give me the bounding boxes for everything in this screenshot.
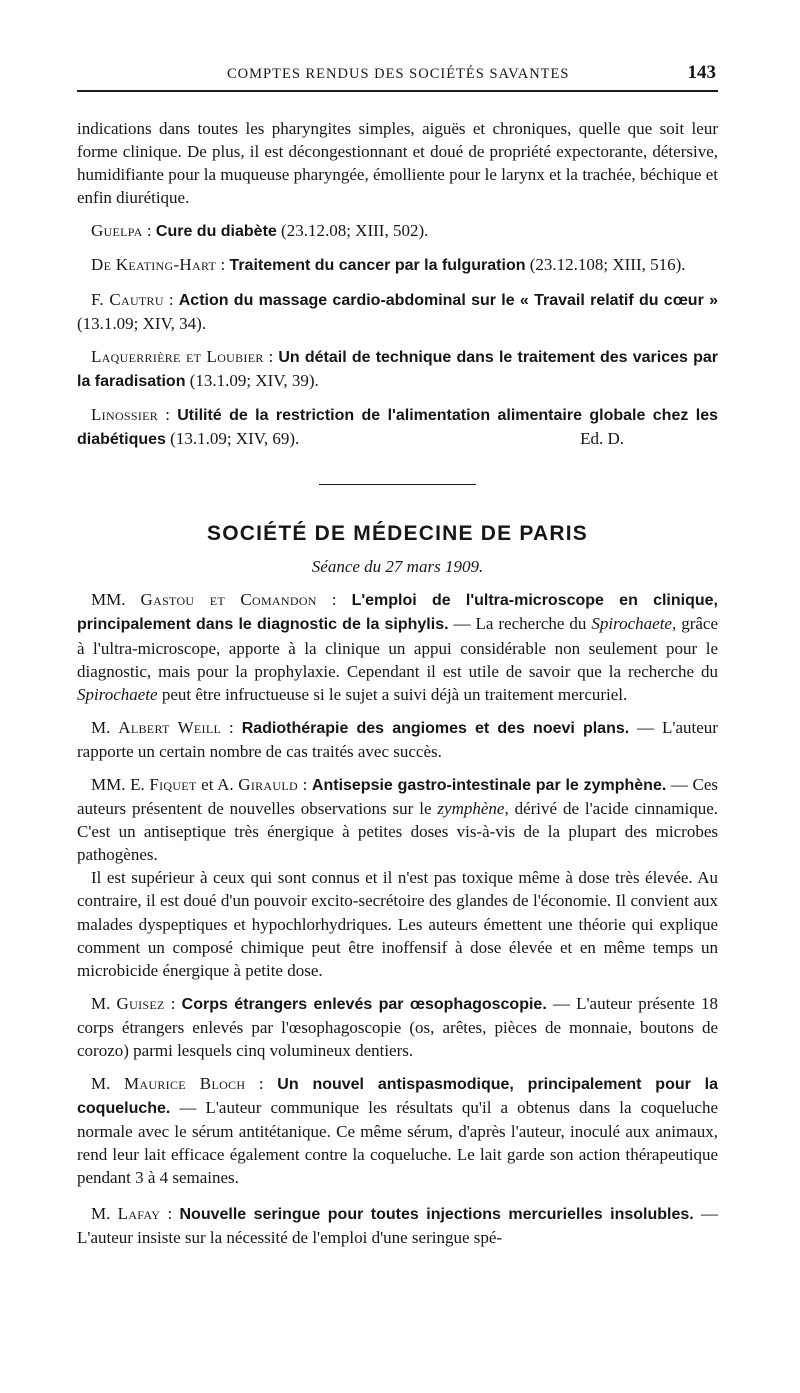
entry-title: Traitement du cancer par la fulguration (229, 257, 526, 275)
entry-title: Cure du diabète (155, 223, 277, 241)
entry-title: Un détail de technique dans le traitement des varices par la faradisation (77, 348, 719, 390)
section-separator (319, 484, 476, 485)
author-name: Linossier (91, 404, 159, 424)
running-title: COMPTES RENDUS DES SOCIÉTÉS SAVANTES (227, 66, 570, 82)
header-rule (77, 90, 718, 92)
page-header (77, 62, 718, 92)
entry-reference: (13.1.09; XIV, 69). (165, 429, 300, 449)
entry-reference: (23.12.08; XIII, 502). (276, 221, 429, 241)
entry-fiquet-girauld-continued: Il est supérieur à ceux qui sont connus et il n'est pas toxique même à dose très élevée. Au contraire, il est doué d'un pouvoir excito-secrétoire des glandes de l'économie. Il convient aux malades dyspeptiques et hypochlorhydriques. Les auteurs émettent une théorie qui explique comment un composé chimique peut être inoffensif à dose élevée et en même temps un microbicide énergique à petite dose. (77, 868, 718, 980)
intro-paragraph: indications dans toutes les pharyngites simples, aiguës et chroniques, quelle que soit leur forme clinique. De plus, il est décongestionnant et doué de propriété expectorante, détersive, humidifiante pour la muqueuse pharyngée, émolliente pour le larynx et la trachée, béchique et enfin diurétique. (77, 119, 718, 208)
entry-guisez: M. Guisez : Corps étrangers enlevés par œsophagoscopie. — L'auteur présente 18 corps étrangers enlevés par l'œsophagoscopie (os, arêtes, pièces de monnaie, boutons de corozo) parmi lesquels cinq volumineux dentiers. (77, 993, 718, 1060)
author-name: De Keating-Hart (91, 255, 217, 275)
author-name: Girauld (238, 774, 298, 794)
entry-maurice-bloch: M. Maurice Bloch : Un nouvel antispasmodique, principalement pour la coqueluche. — L'auteur communique les résultats qu'il a obtenus dans la coqueluche normale avec le sérum antitétanique. Ce même sérum, d'après l'auteur, inoculé aux animaux, rend leur lait efficace également contre la coqueluche. Le lait garde son action thérapeutique pendant 3 à 4 semaines. (77, 1074, 718, 1188)
author-name: Guelpa (91, 221, 143, 241)
entry-title: L'emploi de l'ultra-microscope en clinique, principalement dans le diagnostic de la siphylis. (77, 592, 718, 634)
entry-title: Corps étrangers enlevés par œsophagoscopie. (181, 995, 547, 1013)
entry-reference: (13.1.09; XIV, 34). (77, 313, 207, 333)
author-name: F. Cautru (91, 289, 164, 309)
author-name: Guisez (116, 993, 165, 1013)
page-number: 143 (687, 62, 716, 83)
entry-title: Utilité de la restriction de l'alimentation alimentaire globale chez les diabétiques (77, 406, 718, 449)
author-name: Fiquet (149, 774, 197, 794)
entry-gastou-comandon: MM. Gastou et Comandon : L'emploi de l'ultra-microscope en clinique, principalement dans le diagnostic de la siphylis. — La recherche du Spirochaete, grâce à l'ultra-microscope, apporte à la clinique un appui considérable non seulement pour le diagnostic, mais pour la prophylaxie. Cependant il est utile de savoir que la recherche du Spirochaete peut être infructueuse si le sujet a suivi déjà un traitement mercuriel. (77, 590, 718, 704)
entry-albert-weill: M. Albert Weill : Radiothérapie des angiomes et des noevi plans. — L'auteur rapporte un certain nombre de cas traités avec succès. (77, 717, 718, 761)
entry-title: Radiothérapie des angiomes et des noevi plans. (241, 719, 630, 737)
author-name: Lafay (117, 1203, 161, 1223)
page-body (77, 117, 718, 1249)
author-name: Maurice Bloch (124, 1074, 246, 1094)
entry-reference: (13.1.09; XIV, 39). (185, 370, 319, 390)
entry-title: Action du massage cardio-abdominal sur le « Travail relatif du cœur » (178, 291, 718, 309)
author-name: Albert Weill (118, 717, 222, 737)
entry-lafay: M. Lafay : Nouvelle seringue pour toutes injections mercurielles insolubles. — L'auteur insiste sur la nécessité de l'emploi d'une seringue spé- (77, 1203, 719, 1247)
editor-signature: Ed. D. (580, 429, 624, 449)
entry-laquerriere-loubier: Laquerrière et Loubier : Un détail de technique dans le traitement des varices par la faradisation (13.1.09; XIV, 39). (77, 346, 719, 390)
entry-title: Nouvelle seringue pour toutes injections mercurielles insolubles. (179, 1205, 694, 1223)
author-name: Gastou et Comandon (140, 590, 317, 610)
society-heading: SOCIÉTÉ DE MÉDECINE DE PARIS (207, 522, 588, 546)
entry-title: Antisepsie gastro-intestinale par le zymphène. (311, 776, 667, 794)
entry-fiquet-girauld: MM. E. Fiquet et A. Girauld : Antisepsie gastro-intestinale par le zymphène. — Ces auteurs présentent de nouvelles observations sur le zymphène, dérivé de l'acide cinnamique. C'est un antiseptique très énergique à petites doses vis-à-vis de la plupart des microbes pathogènes. (77, 774, 719, 865)
entry-linossier: Linossier : Utilité de la restriction de l'alimentation alimentaire globale chez les diabétiques (13.1.09; XIV, 69). Ed. D. (77, 403, 718, 451)
entry-keating-hart: De Keating-Hart : Traitement du cancer par la fulguration (23.12.108; XIII, 516). (91, 255, 686, 275)
entry-title: Un nouvel antispasmodique, principalement pour la coqueluche. (77, 1076, 718, 1118)
entry-cautru: F. Cautru : Action du massage cardio-abdominal sur le « Travail relatif du cœur » (13.1.09; XIV, 34). (77, 289, 718, 333)
author-name: Laquerrière et Loubier (91, 346, 264, 366)
entry-guelpa: Guelpa : Cure du diabète (23.12.08; XIII, 502). (91, 221, 429, 241)
entry-reference: (23.12.108; XIII, 516). (525, 255, 686, 275)
session-date: Séance du 27 mars 1909. (311, 557, 484, 577)
